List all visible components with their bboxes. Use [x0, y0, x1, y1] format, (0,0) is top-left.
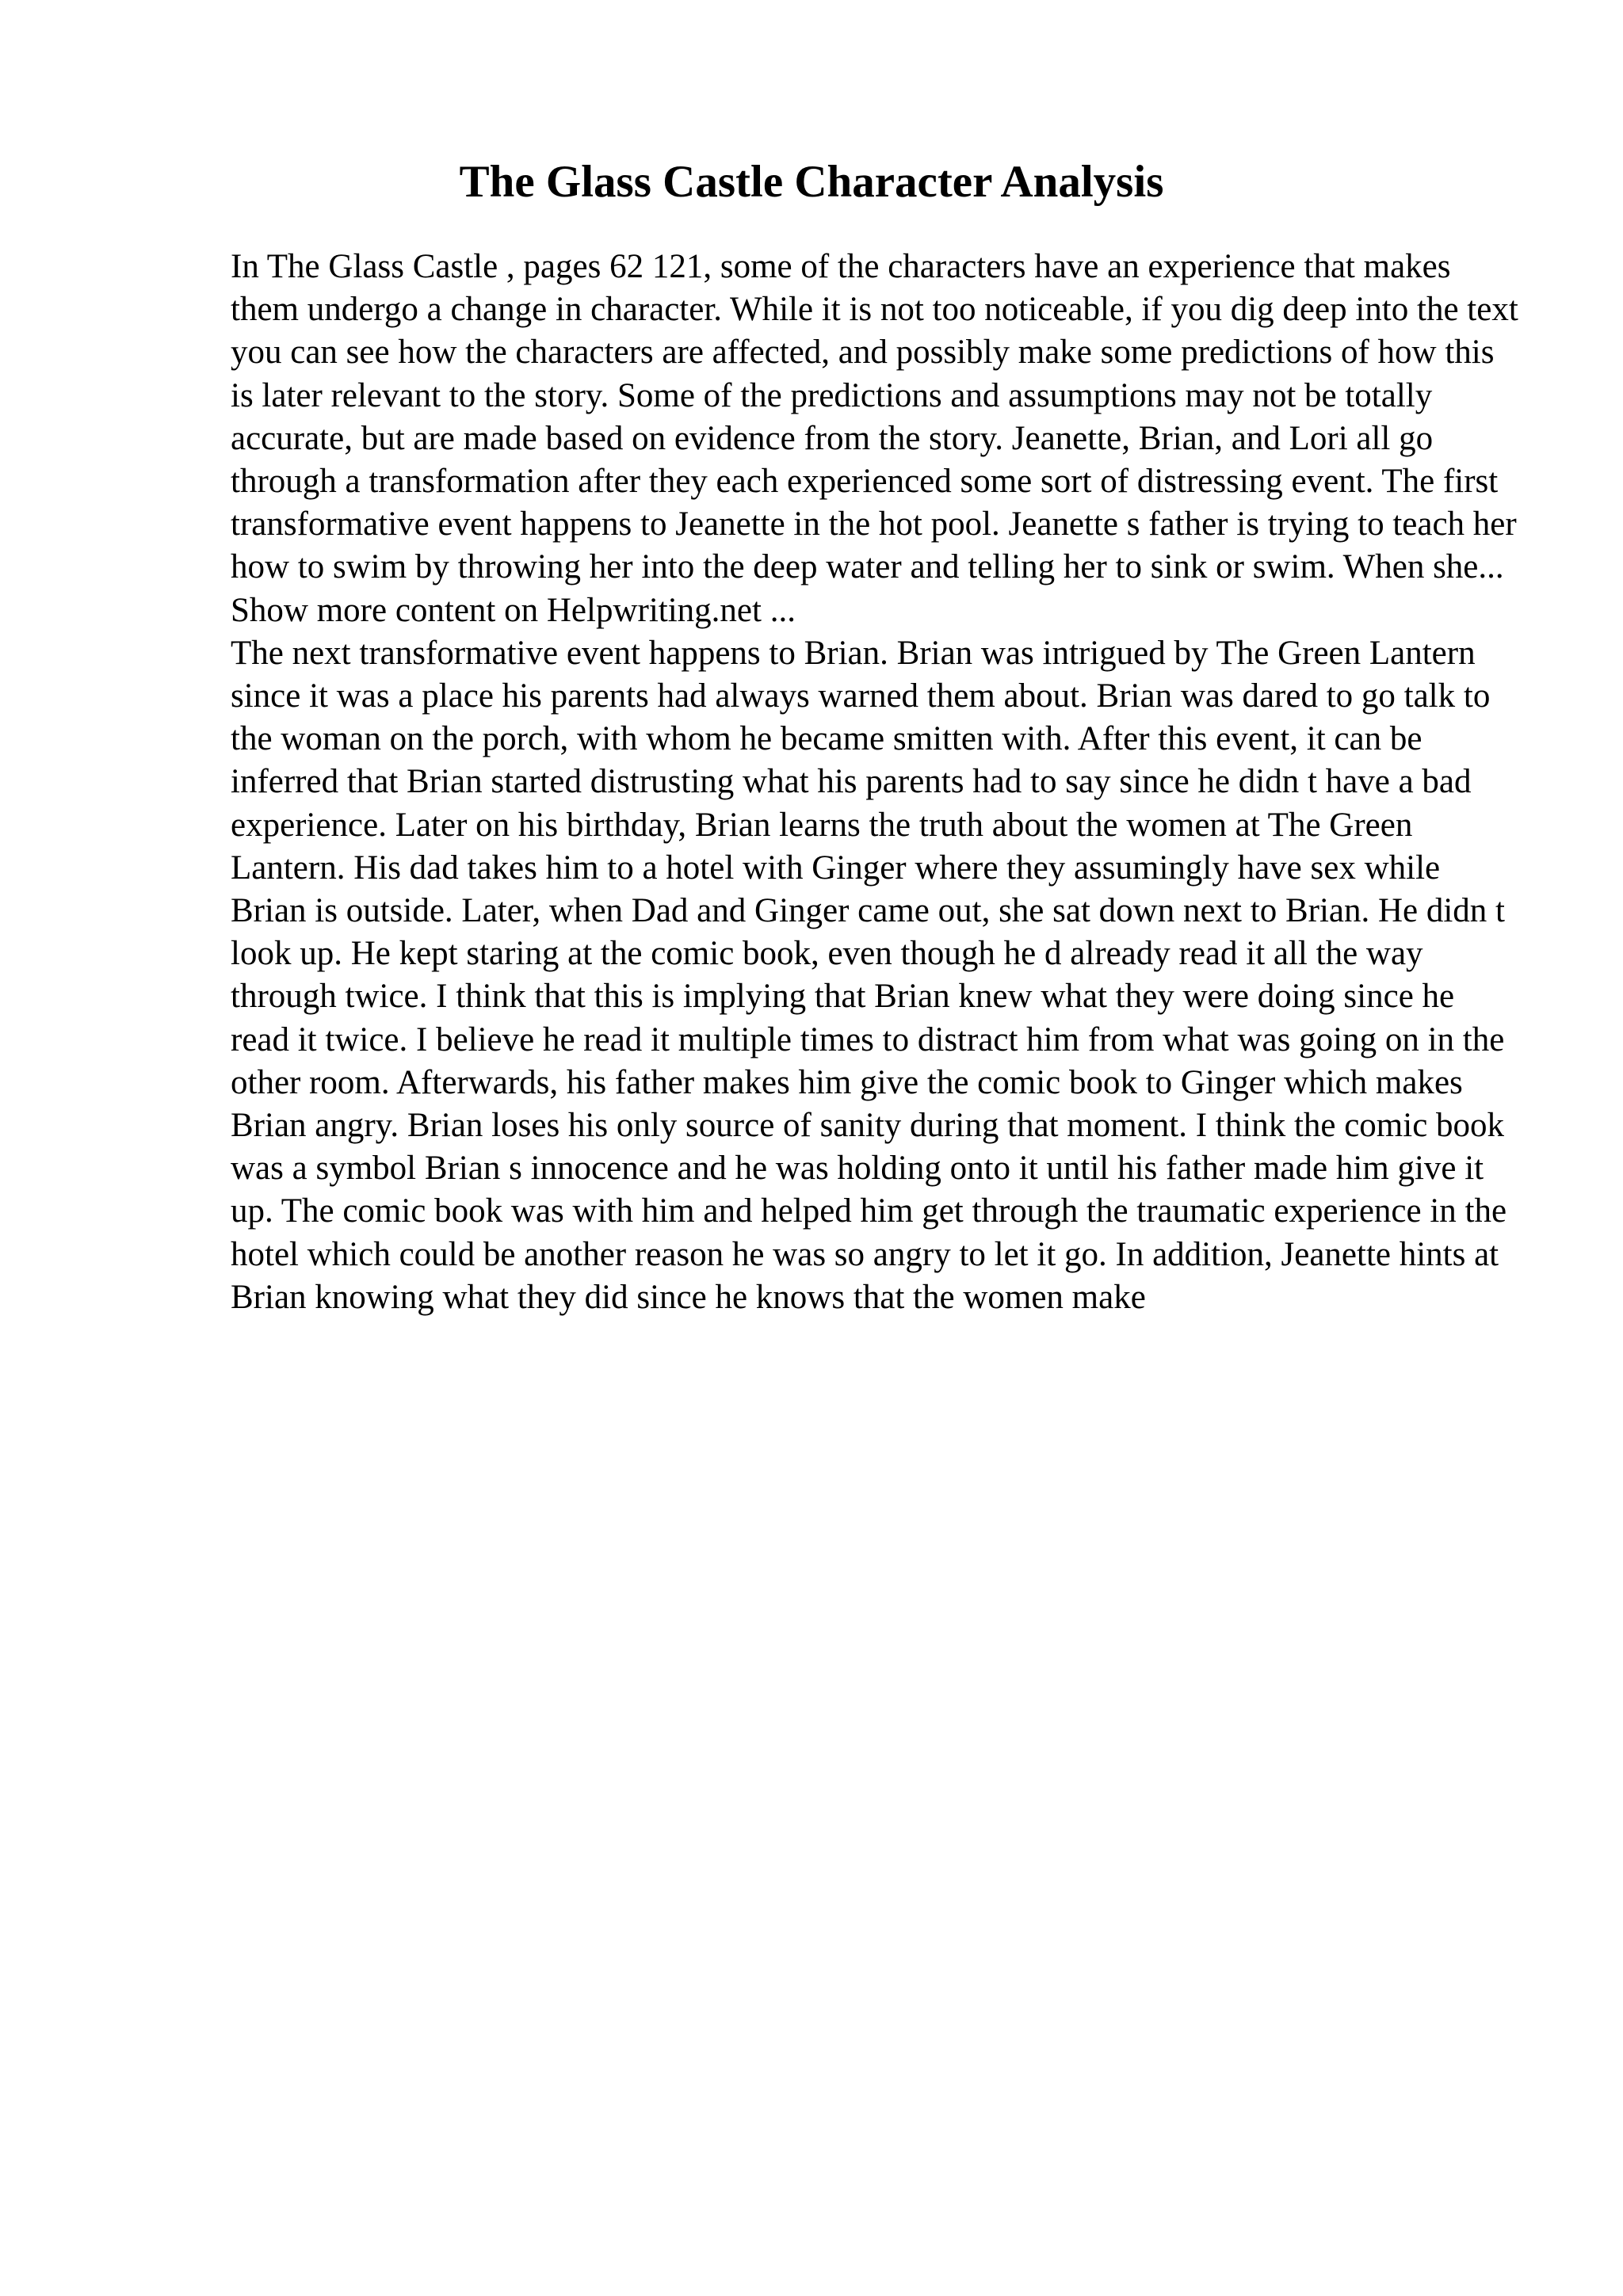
document-title: The Glass Castle Character Analysis [459, 157, 1164, 207]
paragraph-1: In The Glass Castle , pages 62 121, some of the characters have an experience that makes them undergo a change in character. While it is not too noticeable, if you dig deep into the text you can see how the characters are affected, and possibly make some predictions of how this is later relevant to the story. Some of the predictions and assumptions may not be totally accurate, but are made based on evidence from the story. Jeanette, Brian, and Lori all go through a transformation after they each experienced some sort of distressing event. The first transformative event happens to Jeanette in the hot pool. Jeanette s father is trying to teach her how to swim by throwing her into the deep water and telling her to sink or swim. When she... Show more content on Helpwriting.net ... [231, 248, 1518, 629]
paragraph-2: The next transformative event happens to Brian. Brian was intrigued by The Green Lantern since it was a place his parents had always warned them about. Brian was dared to go talk to the woman on the porch, with whom he became smitten with. After this event, it can be inferred that Brian started distrusting what his parents had to say since he didn t have a bad experience. Later on his birthday, Brian learns the truth about the women at The Green Lantern. His dad takes him to a hotel with Ginger where they assumingly have sex while Brian is outside. Later, when Dad and Ginger came out, she sat down next to Brian. He didn t look up. He kept staring at the comic book, even though he d already read it all the way through twice. I think that this is implying that Brian knew what they were doing since he read it twice. I believe he read it multiple times to distract him from what was going on in the other room. Afterwards, his father makes him give the comic book to Ginger which makes Brian angry. Brian loses his only source of sanity during that moment. I think the comic book was a symbol Brian s innocence and he was holding onto it until his father made him give it up. The comic book was with him and helped him get through the traumatic experience in the hotel which could be another reason he was so angry to let it go. In addition, Jeanette hints at Brian knowing what they did since he knows that the women make [231, 634, 1507, 1316]
document-body [231, 246, 1518, 1319]
